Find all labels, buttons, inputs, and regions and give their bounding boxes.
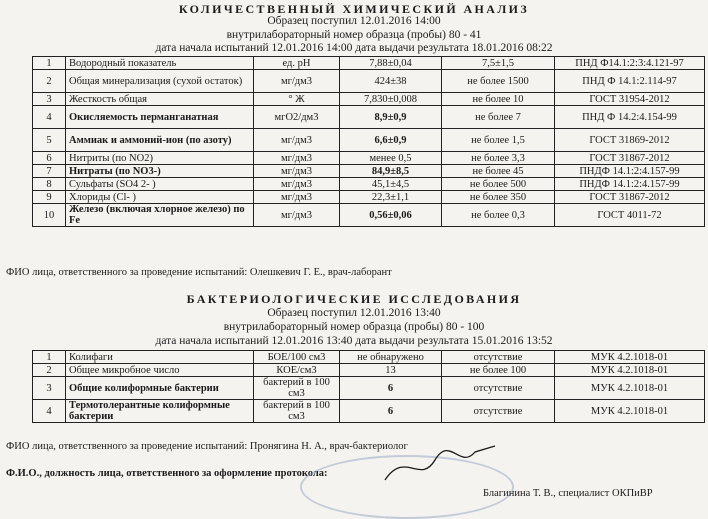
row-number: 4 [33,400,66,423]
row-number: 7 [33,165,66,178]
unit: мг/дм3 [254,70,340,93]
unit: мг/дм3 [254,178,340,191]
result-value: 6 [340,377,442,400]
parameter-name: Термотолерантные колиформные бактерии [66,400,254,423]
unit: мг/дм3 [254,191,340,204]
norm-value: не более 0,3 [442,204,555,227]
result-value: 84,9±8,5 [340,165,442,178]
table-row [33,178,705,191]
bact-responsible: ФИО лица, ответственного за проведение испытаний: Пронягина Н. А., врач-бактериолог [6,441,408,452]
norm-value: не более 100 [442,364,555,377]
parameter-name: Колифаги [66,351,254,364]
parameter-name: Водородный показатель [66,57,254,70]
table-row [33,129,705,152]
method-reference: ПНД Ф14.1:2:3:4.121-97 [555,57,705,70]
norm-value: не более 7 [442,106,555,129]
result-value: 0,56±0,06 [340,204,442,227]
method-reference: МУК 4.2.1018-01 [555,364,705,377]
parameter-name: Общая минерализация (сухой остаток) [66,70,254,93]
norm-value: не более 3,3 [442,152,555,165]
table-row [33,351,705,364]
method-reference: ПНД Ф 14.1:2.114-97 [555,70,705,93]
row-number: 5 [33,129,66,152]
unit: мгО2/дм3 [254,106,340,129]
row-number: 2 [33,364,66,377]
norm-value: отсутствие [442,377,555,400]
method-reference: МУК 4.2.1018-01 [555,400,705,423]
unit: ед. pH [254,57,340,70]
parameter-name: Железо (включая хлорное железо) по Fe [66,204,254,227]
method-reference: ГОСТ 31867-2012 [555,191,705,204]
result-value: 7,88±0,04 [340,57,442,70]
result-value: 13 [340,364,442,377]
unit: мг/дм3 [254,204,340,227]
unit: мг/дм3 [254,165,340,178]
unit: БОЕ/100 см3 [254,351,340,364]
norm-value: не более 1,5 [442,129,555,152]
method-reference: ПНДФ 14.1:2:4.157-99 [555,165,705,178]
protocol-author-label: Ф.И.О., должность лица, ответственного за оформление протокола: [6,468,328,479]
method-reference: ПНД Ф 14.2:4.154-99 [555,106,705,129]
parameter-name: Общие колиформные бактерии [66,377,254,400]
table-row [33,364,705,377]
norm-value: не более 1500 [442,70,555,93]
table-row [33,152,705,165]
result-value: 8,9±0,9 [340,106,442,129]
table-row [33,191,705,204]
unit: ° Ж [254,93,340,106]
method-reference: ГОСТ 31867-2012 [555,152,705,165]
row-number: 1 [33,57,66,70]
chem-sample-number: внутрилабораторный номер образца (пробы) 80 - 41 [226,29,482,41]
table-row [33,165,705,178]
chem-dates: дата начала испытаний 12.01.2016 14:00 дата выдачи результата 18.01.2016 08:22 [155,42,553,54]
norm-value: не более 350 [442,191,555,204]
table-row [33,57,705,70]
unit: мг/дм3 [254,129,340,152]
bact-sample-number: внутрилабораторный номер образца (пробы) 80 - 100 [223,321,485,333]
method-reference: ГОСТ 31869-2012 [555,129,705,152]
parameter-name: Нитриты (по NO2) [66,152,254,165]
norm-value: не более 10 [442,93,555,106]
unit: бактерий в 100 см3 [254,400,340,423]
unit: мг/дм3 [254,152,340,165]
parameter-name: Общее микробное число [66,364,254,377]
row-number: 8 [33,178,66,191]
table-row [33,106,705,129]
row-number: 9 [33,191,66,204]
row-number: 4 [33,106,66,129]
norm-value: отсутствие [442,400,555,423]
table-row [33,400,705,423]
bact-results-table [32,350,705,423]
row-number: 6 [33,152,66,165]
row-number: 10 [33,204,66,227]
result-value: 7,830±0,008 [340,93,442,106]
method-reference: ПНДФ 14.1:2:4.157-99 [555,178,705,191]
chem-responsible: ФИО лица, ответственного за проведение испытаний: Олешкевич Г. Е., врач-лаборант [6,267,392,278]
norm-value: не более 45 [442,165,555,178]
result-value: 6,6±0,9 [340,129,442,152]
table-row [33,93,705,106]
row-number: 3 [33,377,66,400]
table-row [33,377,705,400]
parameter-name: Нитраты (по NO3-) [66,165,254,178]
unit: бактерий в 100 см3 [254,377,340,400]
signer-name: Благинина Т. В., специалист ОКПиВР [483,488,653,499]
bact-dates: дата начала испытаний 12.01.2016 13:40 дата выдачи результата 15.01.2016 13:52 [155,335,553,347]
norm-value: отсутствие [442,351,555,364]
chem-received: Образец поступил 12.01.2016 14:00 [267,15,441,27]
result-value: 22,3±1,1 [340,191,442,204]
row-number: 2 [33,70,66,93]
chem-section-title: КОЛИЧЕСТВЕННЫЙ ХИМИЧЕСКИЙ АНАЛИЗ [178,2,530,16]
signature [380,440,500,490]
bact-received: Образец поступил 12.01.2016 13:40 [267,307,441,319]
result-value: менее 0,5 [340,152,442,165]
norm-value: 7,5±1,5 [442,57,555,70]
row-number: 3 [33,93,66,106]
table-row [33,70,705,93]
unit: КОЕ/см3 [254,364,340,377]
parameter-name: Окисляемость перманганатная [66,106,254,129]
method-reference: МУК 4.2.1018-01 [555,377,705,400]
result-value: не обнаружено [340,351,442,364]
parameter-name: Хлориды (Cl- ) [66,191,254,204]
parameter-name: Жесткость общая [66,93,254,106]
norm-value: не более 500 [442,178,555,191]
result-value: 424±38 [340,70,442,93]
result-value: 45,1±4,5 [340,178,442,191]
result-value: 6 [340,400,442,423]
parameter-name: Сульфаты (SO4 2- ) [66,178,254,191]
chem-results-table [32,56,705,227]
table-row [33,204,705,227]
row-number: 1 [33,351,66,364]
method-reference: ГОСТ 4011-72 [555,204,705,227]
parameter-name: Аммиак и аммоний-ион (по азоту) [66,129,254,152]
method-reference: ГОСТ 31954-2012 [555,93,705,106]
method-reference: МУК 4.2.1018-01 [555,351,705,364]
bact-section-title: БАКТЕРИОЛОГИЧЕСКИЕ ИССЛЕДОВАНИЯ [186,292,522,306]
